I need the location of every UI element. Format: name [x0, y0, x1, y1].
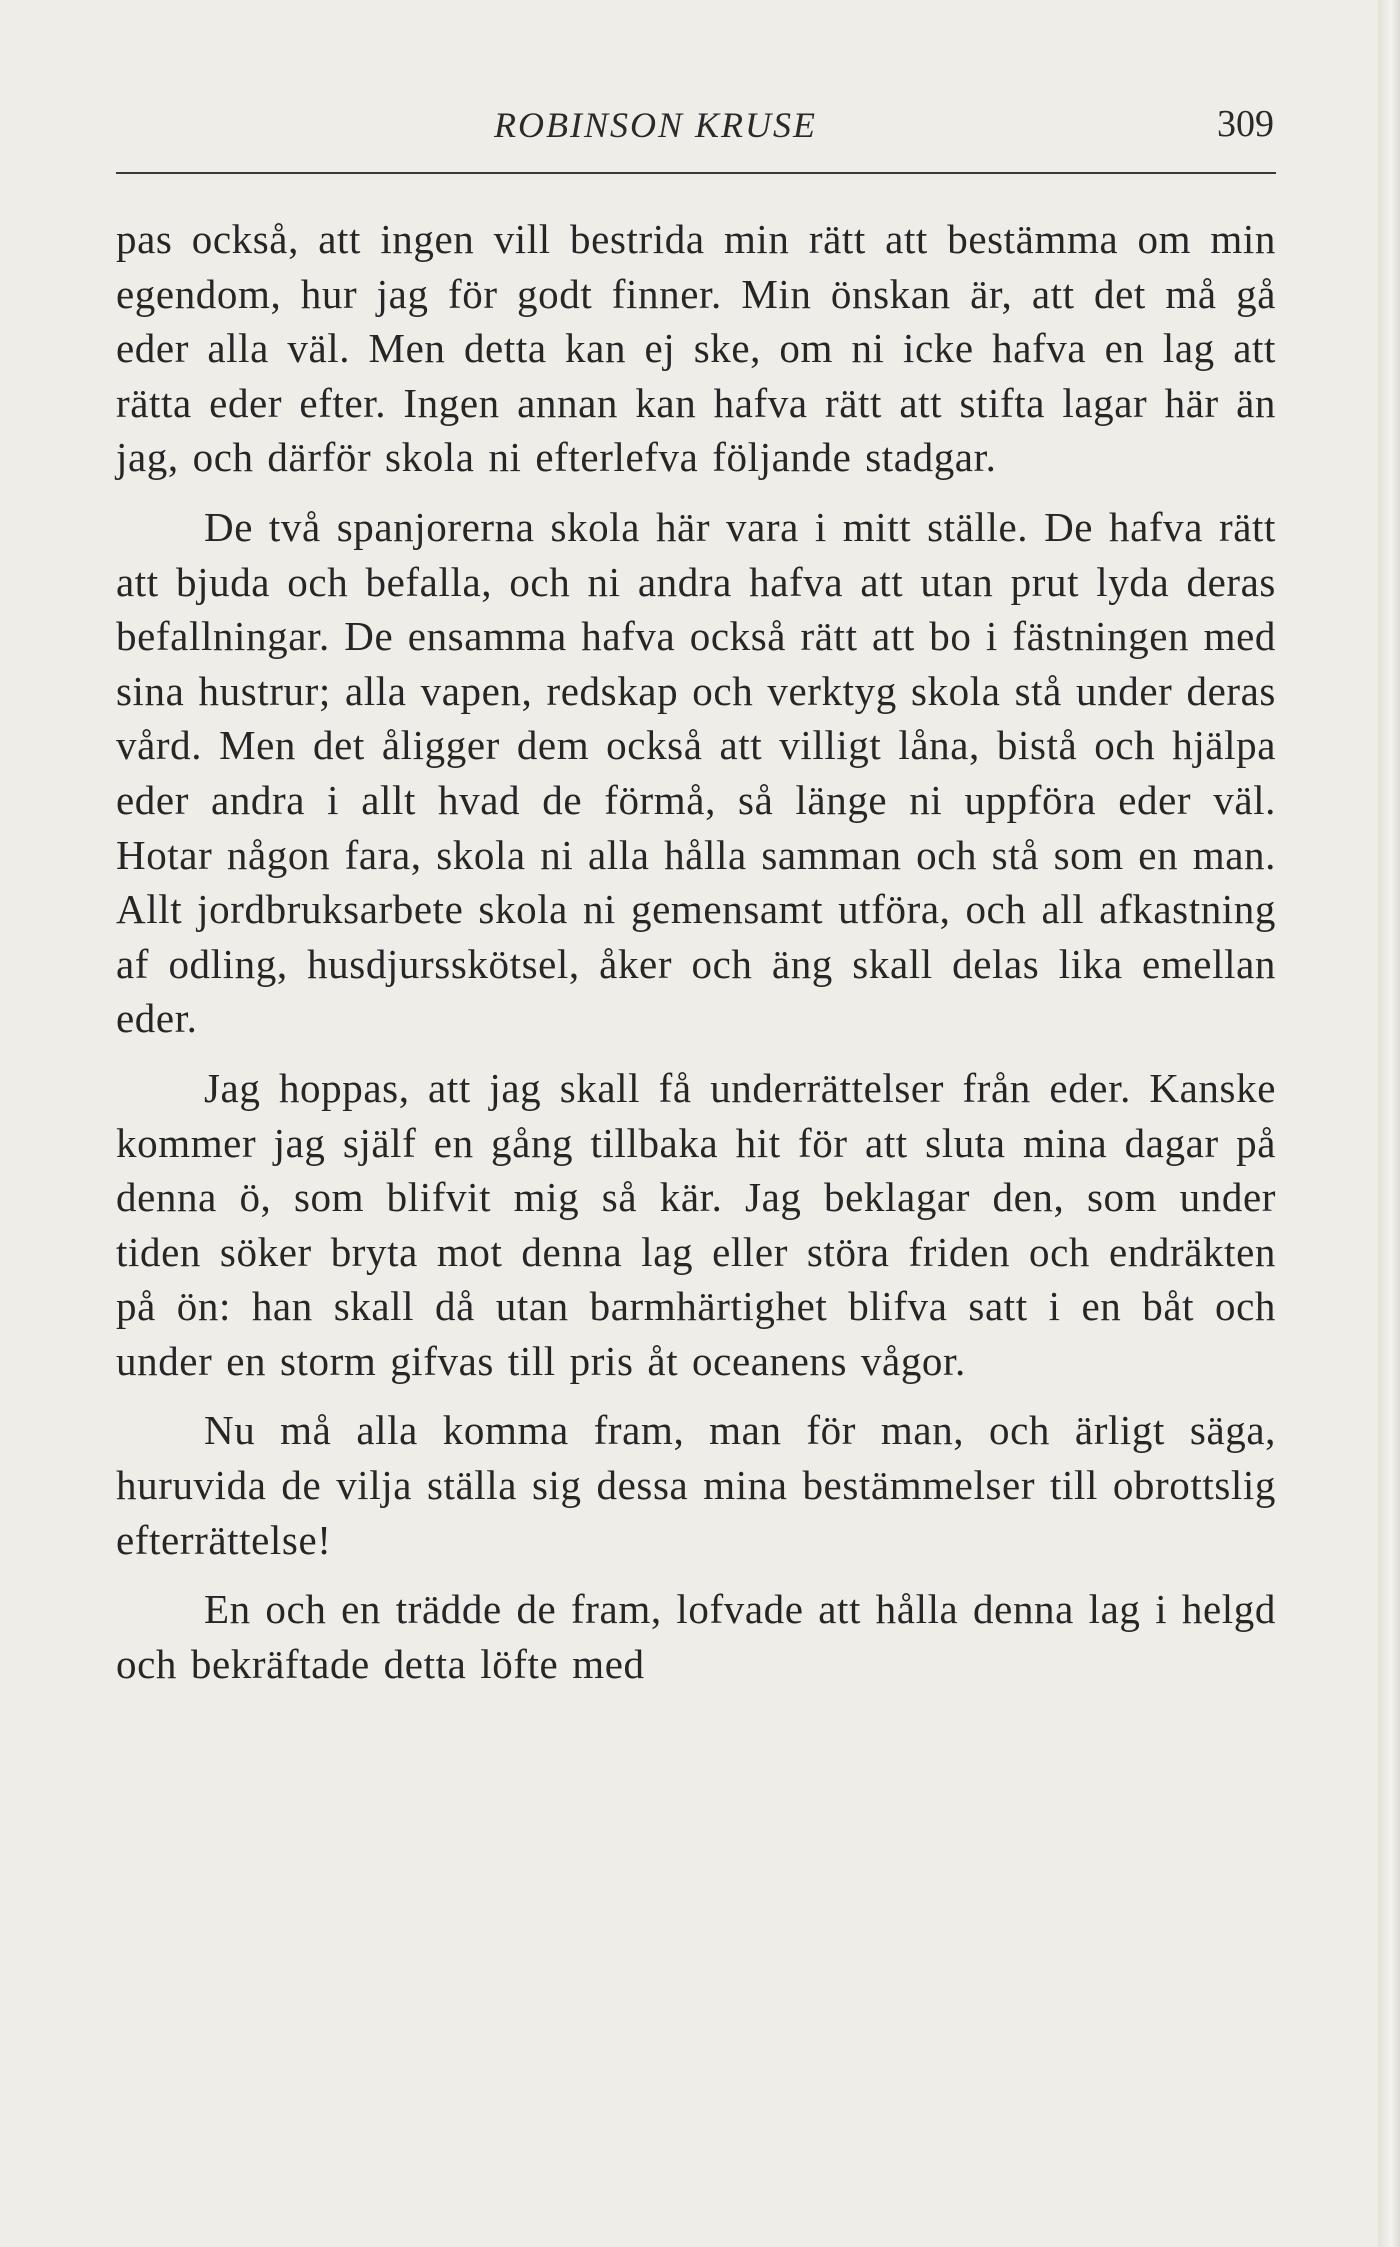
paragraph: Jag hoppas, att jag skall få underrättelser från eder. Kanske kommer jag själf en gång tillbaka hit för att sluta mina dagar på denna ö, som blifvit mig så kär. Jag beklagar den, som under tiden söker bryta mot denna lag eller störa friden och endräkten på ön: han skall då utan barmhärtighet blifva satt i en båt och under en storm gifvas till pris åt oceanens vågor. [116, 1064, 1276, 1384]
header-rule [116, 172, 1276, 174]
paragraph: En och en trädde de fram, lofvade att hålla denna lag i helgd och bekräftade detta löfte med [116, 1586, 1276, 1687]
body-text [116, 212, 1276, 1706]
paragraph-continued: pas också, att ingen vill bestrida min rätt att bestämma om min egendom, hur jag för godt finner. Min önskan är, att det må gå eder alla väl. Men detta kan ej ske, om ni icke hafva en lag att rätta eder efter. Ingen annan kan hafva rätt att stifta lagar här än jag, och därför skola ni efterlefva följande stadgar. [116, 216, 1276, 481]
paragraph: Nu må alla komma fram, man för man, och ärligt säga, huruvida de vilja ställa sig dessa mina bestämmelser till obrottslig efterrättelse! [116, 1407, 1276, 1563]
page-number: 309 [1217, 103, 1274, 145]
running-head [116, 100, 1276, 160]
running-title: ROBINSON KRUSE [494, 105, 817, 145]
paragraph: De två spanjorerna skola här vara i mitt ställe. De hafva rätt att bjuda och befalla, och ni andra hafva att utan prut lyda deras befallningar. De ensamma hafva också rätt att bo i fästningen med sina hustrur; alla vapen, redskap och verktyg skola stå under deras vård. Men det åligger dem också att villigt låna, bistå och hjälpa eder andra i allt hvad de förmå, så länge ni uppföra eder väl. Hotar någon fara, skola ni alla hålla samman och stå som en man. Allt jordbruksarbete skola ni gemensamt utföra, och all afkastning af odling, husdjursskötsel, åker och äng skall delas lika emellan eder. [116, 503, 1276, 1042]
page-edge [1378, 0, 1400, 2247]
